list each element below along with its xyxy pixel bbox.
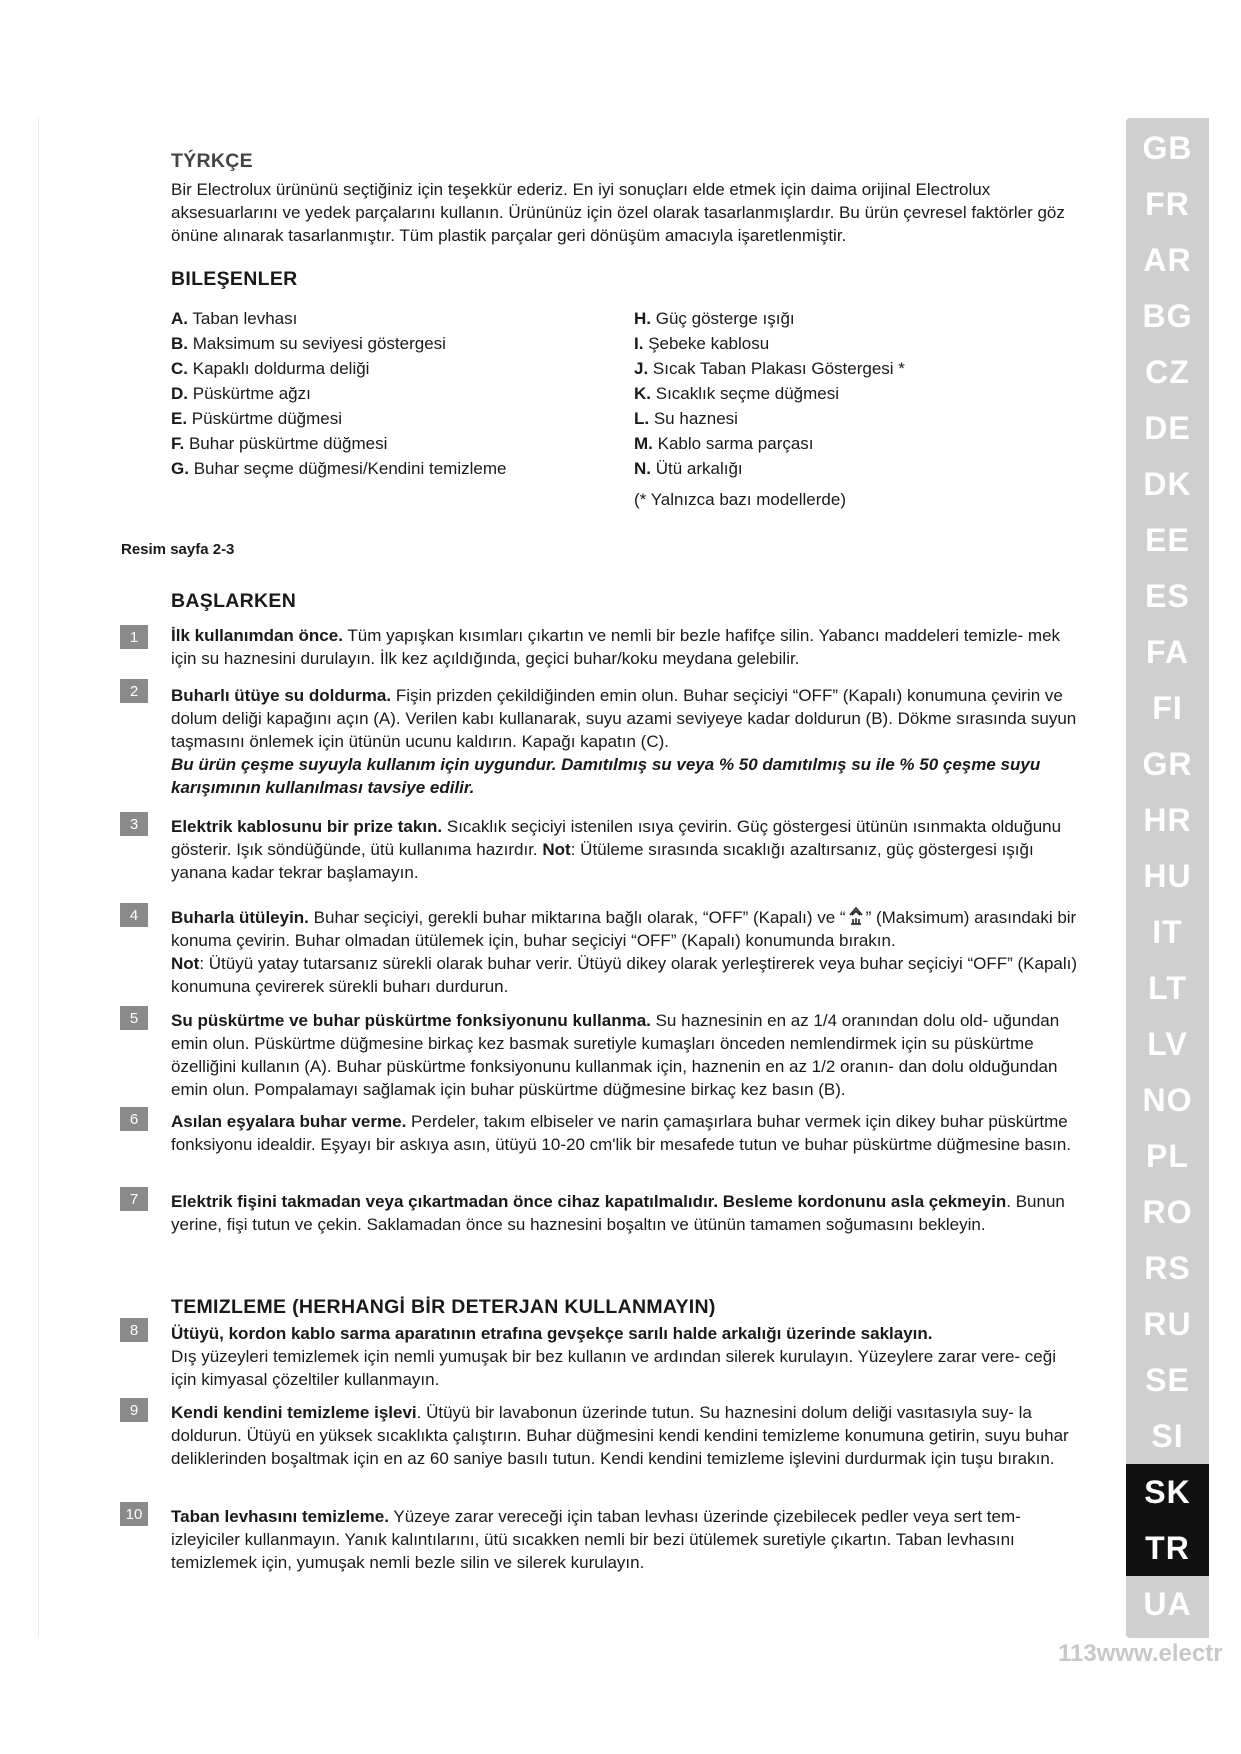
list-item: G. Buhar seçme düğmesi/Kendini temizleme (171, 459, 507, 478)
list-item: C. Kapaklı doldurma deliği (171, 359, 370, 378)
tab-fr[interactable]: FR (1145, 185, 1190, 222)
steam-max-icon (846, 905, 866, 927)
intro-paragraph: Bir Electrolux ürününü seçtiğiniz için teşekkür ederiz. En iyi sonuçları elde etmek için daima orijinal Electrolux aksesuarlarını ve yedek parçalarını kullanın. Ürününüz için özel olarak tasarlanmışlardır. Bu ürün çevresel faktörler göz önüne alınarak tasarlanmıştır. Tüm plastik parçalar geri dönüşüm amacıyla işaretlenmiştir. (171, 180, 1065, 245)
list-item: I. Şebeke kablosu (634, 334, 770, 353)
language-title: TÝRKÇE (171, 150, 253, 172)
tab-lt[interactable]: LT (1148, 969, 1187, 1006)
step-paragraph: İlk kullanımdan önce. Tüm yapışkan kısımları çıkartın ve nemli bir bezle hafifçe silin. Yabancı maddeleri temizle- mek için su haznesini durulayın. İlk kez açıldığında, geçici buhar/koku meydana gelebilir. (171, 626, 1061, 668)
tab-se[interactable]: SE (1145, 1361, 1190, 1398)
tab-de[interactable]: DE (1144, 409, 1191, 446)
getting-started-title: BAŞLARKEN (171, 590, 297, 612)
components-title: BILEŞENLER (171, 268, 298, 290)
list-item: B. Maksimum su seviyesi göstergesi (171, 334, 446, 353)
components-list-left (171, 306, 611, 481)
page-number-url: 113www.electr (1058, 1640, 1223, 1667)
language-sidebar (1126, 118, 1209, 1638)
tab-cz[interactable]: CZ (1145, 353, 1190, 390)
step-badge: 10 (120, 1502, 148, 1526)
tab-ru[interactable]: RU (1143, 1305, 1192, 1342)
step-badge: 9 (120, 1398, 148, 1422)
list-item: N. Ütü arkalığı (634, 459, 743, 478)
tab-bg[interactable]: BG (1142, 297, 1193, 334)
step-paragraph: Asılan eşyalara buhar verme. Perdeler, takım elbiseler ve narin çamaşırlara buhar vermek için dikey buhar püskürtme fonksiyonu idealdir. Eşyayı bir askıya asın, ütüyü 10-20 cm'lik bir mesafede tutun ve buhar püskürtme düğmesine basın. (171, 1112, 1071, 1154)
step-paragraph: Su püskürtme ve buhar püskürtme fonksiyonunu kullanma. Su haznesinin en az 1/4 oranından dolu old- uğundan emin olun. Püskürtme düğmesine birkaç kez basmak suretiyle kumaşları önceden nemlendirmek için su püskürtme özelliğini kullanın (A). Buhar püskürtme fonksiyonunu kullanmak için, haznenin en az 1/2 oranın- dan dolu olduğundan emin olun. Pompalamayı sağlamak için buhar püskürtme düğmesine birkaç kez basın (B). (171, 1011, 1060, 1099)
tab-ro[interactable]: RO (1142, 1193, 1193, 1230)
tab-ar[interactable]: AR (1143, 241, 1192, 278)
step-paragraph: Taban levhasını temizleme. Yüzeye zarar vereceği için taban levhası üzerinde çizebilecek pedler veya sert tem- izleyiciler kullanmayın. Yanık kalıntılarını, ütü sıcakken nemli bir bezi ütülemek suretiyle çıkartın. Taban levhasını temizlemek için, yumuşak nemli bezle silin ve silerek kurulayın. (171, 1507, 1021, 1572)
tab-hu[interactable]: HU (1143, 857, 1192, 894)
step-paragraph: Ütüyü, kordon kablo sarma aparatının etrafına gevşekçe sarılı halde arkalığı üzerinde saklayın. Dış yüzeyleri temizlemek için nemli yumuşak bir bez kullanın ve ardından silerek kurulayın. Yüzeylere zarar vere- ceği için kimyasal çözeltiler kullanmayın. (171, 1324, 1056, 1389)
tab-gr[interactable]: GR (1142, 745, 1193, 782)
step-badge: 4 (120, 903, 148, 927)
list-item: D. Püskürtme ağzı (171, 384, 311, 403)
step-badge: 2 (120, 679, 148, 703)
tab-es[interactable]: ES (1145, 577, 1190, 614)
tab-lv[interactable]: LV (1147, 1025, 1188, 1062)
list-item: A. Taban levhası (171, 309, 298, 328)
tab-si[interactable]: SI (1151, 1417, 1184, 1454)
step-paragraph: Elektrik fişini takmadan veya çıkartmadan önce cihaz kapatılmalıdır. Besleme kordonunu asla çekmeyin. Bunun yerine, fişi tutun ve çekin. Saklamadan önce su haznesini boşaltın ve ütünün tamamen soğumasını bekleyin. (171, 1192, 1065, 1234)
step-badge: 1 (120, 625, 148, 649)
step-paragraph: Elektrik kablosunu bir prize takın. Sıcaklık seçiciyi istenilen ısıya çevirin. Güç göstergesi ütünün ısınmakta olduğunu gösterir. Işık söndüğünde, ütü kullanıma hazırdır. Not: Ütüleme sırasında sıcaklığı azaltırsanız, güç göstergesi ışığı yanana kadar tekrar başlamayın. (171, 817, 1062, 882)
tab-fa[interactable]: FA (1146, 633, 1189, 670)
tab-ee[interactable]: EE (1145, 521, 1190, 558)
step-badge: 8 (120, 1318, 148, 1342)
tab-no[interactable]: NO (1142, 1081, 1193, 1118)
list-item: M. Kablo sarma parçası (634, 434, 814, 453)
list-item: H. Güç gösterge ışığı (634, 309, 795, 328)
tab-rs[interactable]: RS (1144, 1249, 1191, 1286)
step-badge: 3 (120, 812, 148, 836)
step-badge: 7 (120, 1187, 148, 1211)
cleaning-title: TEMIZLEME (HERHANGİ BİR DETERJAN KULLANMAYIN) (171, 1296, 716, 1318)
list-item: F. Buhar püskürtme düğmesi (171, 434, 388, 453)
tab-hr[interactable]: HR (1143, 801, 1192, 838)
list-item: K. Sıcaklık seçme düğmesi (634, 384, 840, 403)
step-badge: 6 (120, 1107, 148, 1131)
components-note: (* Yalnızca bazı modellerde) (634, 490, 846, 509)
components-list-right (634, 306, 1074, 481)
tab-sk[interactable]: SK (1126, 1464, 1209, 1520)
tab-fi[interactable]: FI (1152, 689, 1183, 726)
figure-reference: Resim sayfa 2-3 (121, 541, 235, 558)
tab-pl[interactable]: PL (1146, 1137, 1189, 1174)
tab-dk[interactable]: DK (1143, 465, 1192, 502)
tab-ua[interactable]: UA (1143, 1585, 1192, 1622)
tab-tr[interactable]: TR (1126, 1520, 1209, 1576)
step-paragraph: Kendi kendini temizleme işlevi. Ütüyü bir lavabonun üzerinde tutun. Su haznesini dolum deliği vasıtasıyla suy- la doldurun. Ütüyü en yüksek sıcaklıkta çalıştırın. Buhar düğmesini kendi kendini temizleme konumuna getirin, suyu buhar deliklerinden boşaltmak için en az 60 saniye basılı tutun. Kendi kendini temizleme işlevini durdurmak için tuşu bırakın. (171, 1403, 1069, 1468)
tab-gb[interactable]: GB (1142, 129, 1193, 166)
step-badge: 5 (120, 1006, 148, 1030)
step-paragraph: Buharlı ütüye su doldurma. Fişin prizden çekildiğinden emin olun. Buhar seçiciyi “OFF” (Kapalı) konumuna çevirin ve dolum deliği kapağını açın (A). Verilen kabı kullanarak, suyu azami seviyeye kadar doldurun (B). Dökme sırasında suyun taşmasını önlemek için ütünün ucunu kaldırın. Kapağı kapatın (C). Bu ürün çeşme suyuyla kullanım için uygundur. Damıtılmış su veya % 50 damıtılmış su ile % 50 çeşme suyu karışımının kullanılması tavsiye edilir. (171, 684, 1086, 799)
step-paragraph: Buharla ütüleyin. Buhar seçiciyi, gerekli buhar miktarına bağlı olarak, “OFF” (Kapalı) ve “ ” (Maksimum) arasındaki bir konuma çevirin. Buhar olmadan ütülemek için, buhar seçiciyi “OFF” (Kapalı) konumunda bırakın. Not: Ütüyü yatay tutarsanız sürekli olarak buhar verir. Ütüyü dikey olarak yerleştirerek veya buhar seçiciyi “OFF” (Kapalı) konumuna çevirerek sürekli buharı durdurun. (171, 905, 1086, 998)
list-item: J. Sıcak Taban Plakası Göstergesi * (634, 359, 905, 378)
recommendation-note: Bu ürün çeşme suyuyla kullanım için uygundur. Damıtılmış su veya % 50 damıtılmış su ile % 50 çeşme suyu karışımının kullanılması tavsiye edilir. (171, 755, 1041, 797)
list-item: L. Su haznesi (634, 409, 738, 428)
page-edge (38, 118, 39, 1638)
tab-it[interactable]: IT (1152, 913, 1183, 950)
list-item: E. Püskürtme düğmesi (171, 409, 343, 428)
